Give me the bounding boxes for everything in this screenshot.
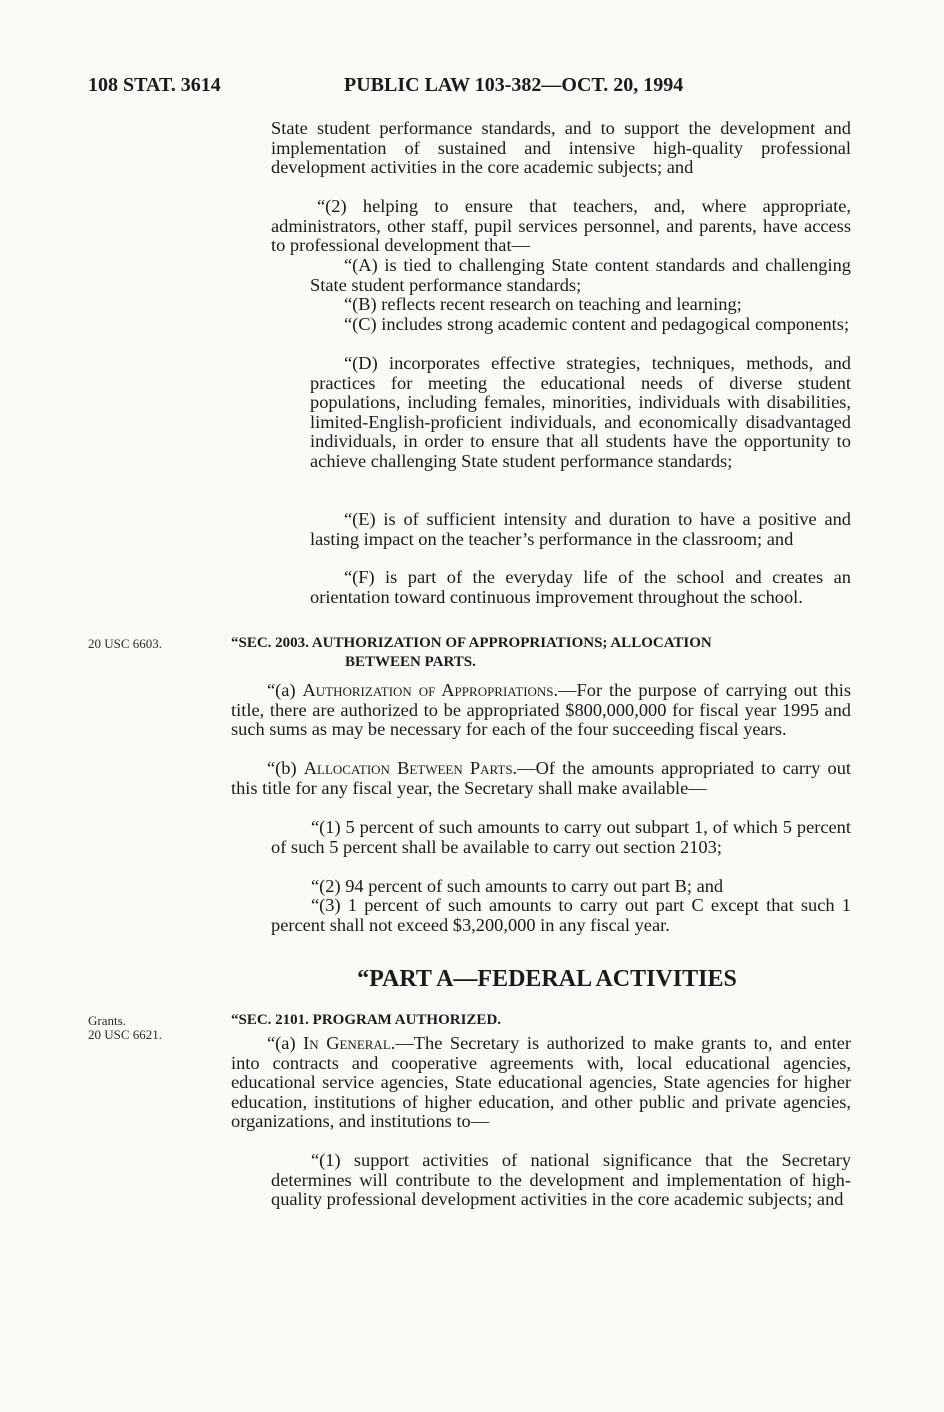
part-a-heading: “PART A—FEDERAL ACTIVITIES [357, 966, 737, 992]
public-law-title: PUBLIC LAW 103-382—OCT. 20, 1994 [344, 74, 684, 96]
paragraph-2: “(2) helping to ensure that teachers, and, where appropriate, administrators, other staff, pupil services personnel, and parents, have access to professional development that— [271, 196, 851, 256]
paragraph-E: “(E) is of sufficient intensity and duration to have a positive and lasting impact on the teacher’s performance in the classroom; and [310, 509, 851, 549]
paragraph-F: “(F) is part of the everyday life of the school and creates an orientation toward continuous improvement throughout the school. [310, 567, 851, 607]
paragraph-B: “(B) reflects recent research on teaching and learning; [344, 294, 742, 314]
section-2003-subsection-b [231, 759, 851, 798]
paragraph-C: “(C) includes strong academic content and pedagogical components; [344, 314, 850, 334]
margin-note-grants: Grants. [88, 1013, 126, 1028]
page-header [88, 74, 868, 104]
subsection-a-prefix: “(a) [267, 680, 303, 700]
subsection-a-text: —For the purpose of carrying out this title, there are authorized to be appropriated $800,000,000 for fiscal year 1995 and such sums as may be necessary for each of the four succeeding fiscal years. [231, 680, 851, 740]
subsection-a-title: Authorization of Appropriations. [302, 680, 559, 700]
paragraph-D: “(D) incorporates effective strategies, techniques, methods, and practices for meeting the educational needs of diverse student populations, including females, minorities, individuals with disabilities, limited-English-proficient individuals, and economically disadvantaged individuals, in order to ensure that all students have the opportunity to achieve challenging State student performance standards; [310, 353, 851, 471]
subsection-b-title: Allocation Between Parts. [303, 758, 518, 778]
section-2003-item-3: “(3) 1 percent of such amounts to carry out part C except that such 1 percent shall not exceed $3,200,000 in any fiscal year. [271, 895, 851, 935]
subsection-b-prefix: “(b) [267, 758, 304, 778]
section-2003-item-2: “(2) 94 percent of such amounts to carry out part B; and [311, 876, 724, 896]
paragraph-A: “(A) is tied to challenging State content standards and challenging State student performance standards; [310, 255, 851, 295]
section-2003-subsection-a [231, 681, 851, 740]
margin-note-usc-6621: 20 USC 6621. [88, 1027, 163, 1042]
section-2003-heading-line1: “SEC. 2003. AUTHORIZATION OF APPROPRIATIONS; ALLOCATION [231, 635, 712, 651]
paragraph-continuation: State student performance standards, and to support the development and implementation of sustained and intensive high-quality professional development activities in the core academic subjects; and [271, 118, 851, 178]
section-2101-heading: “SEC. 2101. PROGRAM AUTHORIZED. [231, 1012, 502, 1028]
statute-reference: 108 STAT. 3614 [88, 74, 221, 96]
section-2003-item-1: “(1) 5 percent of such amounts to carry out subpart 1, of which 5 percent of such 5 percent shall be available to carry out section 2103; [271, 817, 851, 857]
margin-note-usc-6603: 20 USC 6603. [88, 636, 163, 651]
section-2003-heading-line2: BETWEEN PARTS. [345, 654, 476, 670]
section-2101-item-1: “(1) support activities of national significance that the Secretary determines will contribute to the development and implementation of high-quality professional development activities in the core academic subjects; and [271, 1150, 851, 1210]
section-2101-subsection-a [231, 1034, 851, 1132]
section-2101-a-prefix: “(a) [267, 1033, 304, 1053]
section-2101-a-title: In General. [303, 1033, 396, 1053]
section-2101-a-text: —The Secretary is authorized to make grants to, and enter into contracts and cooperative agreements with, local educational agencies, educational service agencies, State educational agencies, State agencies for higher education, institutions of higher education, and other public and private agencies, organizations, and institutions to— [231, 1033, 851, 1132]
subsection-b-text: —Of the amounts appropriated to carry out this title for any fiscal year, the Secretary shall make available— [231, 758, 851, 798]
section-2003-heading [231, 634, 851, 672]
